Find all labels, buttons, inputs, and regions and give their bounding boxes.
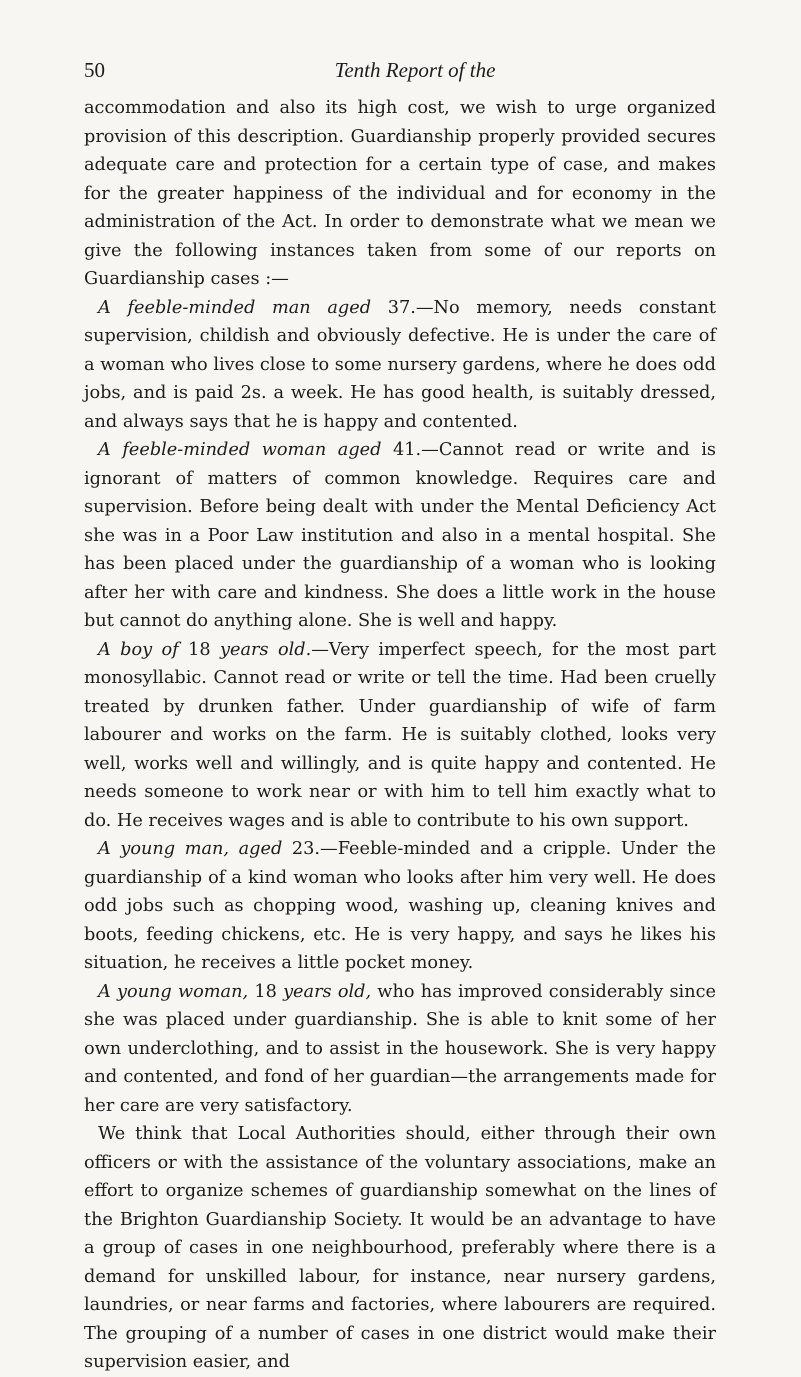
case-heading: A feeble-minded man aged <box>98 297 372 318</box>
case-age: 18 <box>178 639 221 660</box>
running-head <box>84 58 716 92</box>
page <box>84 58 716 1377</box>
case-heading-suffix: years old, <box>283 981 372 1002</box>
case-heading: A young woman, <box>98 981 249 1002</box>
case-feeble-minded-man <box>84 294 716 437</box>
case-text: 37.—No memory, needs constant supervision, childish and obviously defective. He is under the care of a woman who lives close to some nursery gardens, where he does odd jobs, and is paid 2s. a week. He has good health, is suitably dressed, and always says that he is happy and contented. <box>84 297 716 432</box>
case-young-man <box>84 835 716 978</box>
paragraph-recommendation: We think that Local Authorities should, either through their own officers or with the assistance of the voluntary associations, make an effort to organize schemes of guardianship somewhat on the lines of the Brighton Guardianship Society. It would be an advantage to have a group of cases in one neighbourhood, preferably where there is a demand for unskilled labour, for instance, near nursery gardens, laundries, or near farms and factories, where labourers are required. The grouping of a number of cases in one district would make their supervision easier, and <box>84 1124 716 1372</box>
case-feeble-minded-woman <box>84 436 716 636</box>
case-heading-suffix: years old. <box>220 639 312 660</box>
case-text: —Very imperfect speech, for the most part monosyllabic. Cannot read or write or tell the time. Had been cruelly treated by drunken father. Under guardianship of wife of farm labourer and works on the farm. He is suitably clothed, looks very well, works well and willingly, and is quite happy and contented. He needs someone to work near or with him to tell him exactly what to do. He receives wages and is able to contribute to his own support. <box>84 639 716 831</box>
header-title: Tenth Report of the <box>334 58 496 82</box>
case-age: 18 <box>248 981 284 1002</box>
case-young-woman <box>84 978 716 1121</box>
case-boy <box>84 636 716 836</box>
case-heading: A feeble-minded woman aged <box>98 440 382 460</box>
case-heading: A young man, aged <box>98 839 283 859</box>
case-heading: A boy of <box>98 639 179 660</box>
body-text <box>84 94 716 1377</box>
page-number: 50 <box>84 58 105 82</box>
case-text: who has improved considerably since she was placed under guardianship. She is able to knit some of her own underclothing, and to assist in the housework. She is very happy and contented, and fond of her guardian—the arrangements made for her care are very satisfactory. <box>84 981 716 1116</box>
case-text: 23.—Feeble-minded and a cripple. Under the guardianship of a kind woman who looks after him very well. He does odd jobs such as chopping wood, washing up, cleaning knives and boots, feeding chickens, etc. He is very happy, and says he likes his situation, he receives a little pocket money. <box>84 839 716 973</box>
paragraph-intro: accommodation and also its high cost, we wish to urge organized provision of this description. Guardianship properly provided secures adequate care and protection for a certain type of case, and makes for the greater happiness of the individual and for economy in the administration of the Act. In order to demonstrate what we mean we give the following instances taken from some of our reports on Guardianship cases :— <box>84 98 716 289</box>
case-text: 41.—Cannot read or write and is ignorant of matters of common knowledge. Requires care and supervision. Before being dealt with under the Mental Deficiency Act she was in a Poor Law institution and also in a mental hospital. She has been placed under the guardianship of a woman who is looking after her with care and kindness. She does a little work in the house but cannot do anything alone. She is well and happy. <box>84 440 716 631</box>
